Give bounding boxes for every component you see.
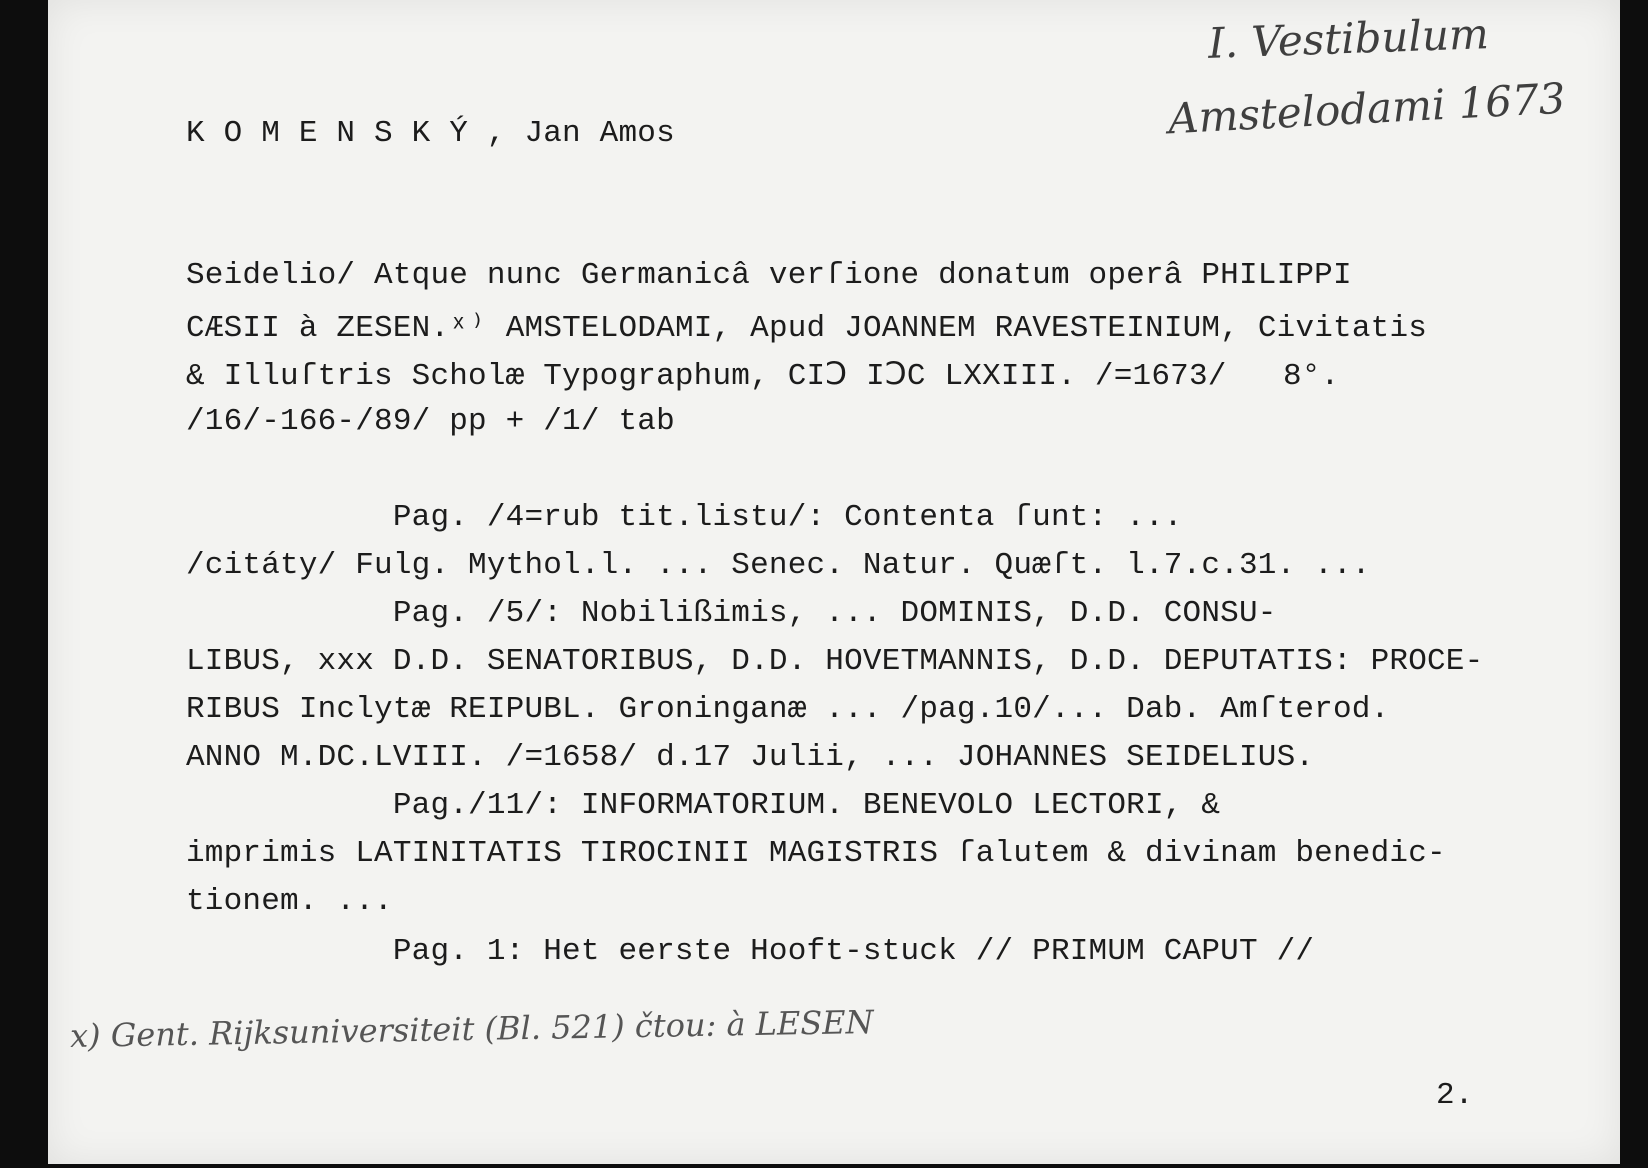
notes-line-3: Pag. /5/: Nobilißimis, ... DOMINIS, D.D. CONSU- <box>186 596 1277 631</box>
notes-line-10: Pag. 1: Het eerste Hooft-stuck // PRIMUM CAPUT // <box>186 934 1315 969</box>
notes-line-7: Pag./11/: INFORMATORIUM. BENEVOLO LECTORI, & <box>186 788 1221 823</box>
page-number: 2. <box>1436 1078 1474 1113</box>
record-line-4: /16/-166-/89/ pp + /1/ tab <box>186 404 675 439</box>
handwritten-title-note: I. Vestibulum <box>1207 9 1490 68</box>
notes-line-5: RIBUS Inclytæ REIPUBL. Groninganæ ... /pag.10/... Dab. Amſterod. <box>186 692 1390 727</box>
handwritten-place-date-note: Amstelodami 1673 <box>1166 73 1567 144</box>
notes-line-6: ANNO M.DC.LVIII. /=1658/ d.17 Julii, ... JOHANNES SEIDELIUS. <box>186 740 1315 775</box>
notes-line-8: imprimis LATINITATIS TIROCINII MAGISTRIS ſalutem & divinam benedic- <box>186 836 1446 871</box>
author-heading: K O M E N S K Ý , Jan Amos <box>186 116 675 151</box>
handwritten-footnote: x) Gent. Rijksuniversiteit (Bl. 521) čtou: à LESEN <box>69 1002 874 1056</box>
record-line-2: CÆSII à ZESEN.ˣ⁾ AMSTELODAMI, Apud JOANNEM RAVESTEINIUM, Civitatis <box>186 311 1428 346</box>
record-line-1: Seidelio/ Atque nunc Germanicâ verſione donatum operâ PHILIPPI <box>186 258 1352 293</box>
record-line-3: & Illuſtris Scholæ Typographum, CIↃ IↃC LXXIII. /=1673/ 8°. <box>186 359 1340 394</box>
notes-line-1: Pag. /4=rub tit.listu/: Contenta ſunt: ... <box>186 500 1183 535</box>
notes-line-4: LIBUS, xxx D.D. SENATORIBUS, D.D. HOVETMANNIS, D.D. DEPUTATIS: PROCE- <box>186 644 1484 679</box>
notes-line-2: /citáty/ Fulg. Mythol.l. ... Senec. Natur. Quæſt. l.7.c.31. ... <box>186 548 1371 583</box>
catalog-card <box>48 0 1620 1164</box>
notes-line-9: tionem. ... <box>186 884 393 919</box>
